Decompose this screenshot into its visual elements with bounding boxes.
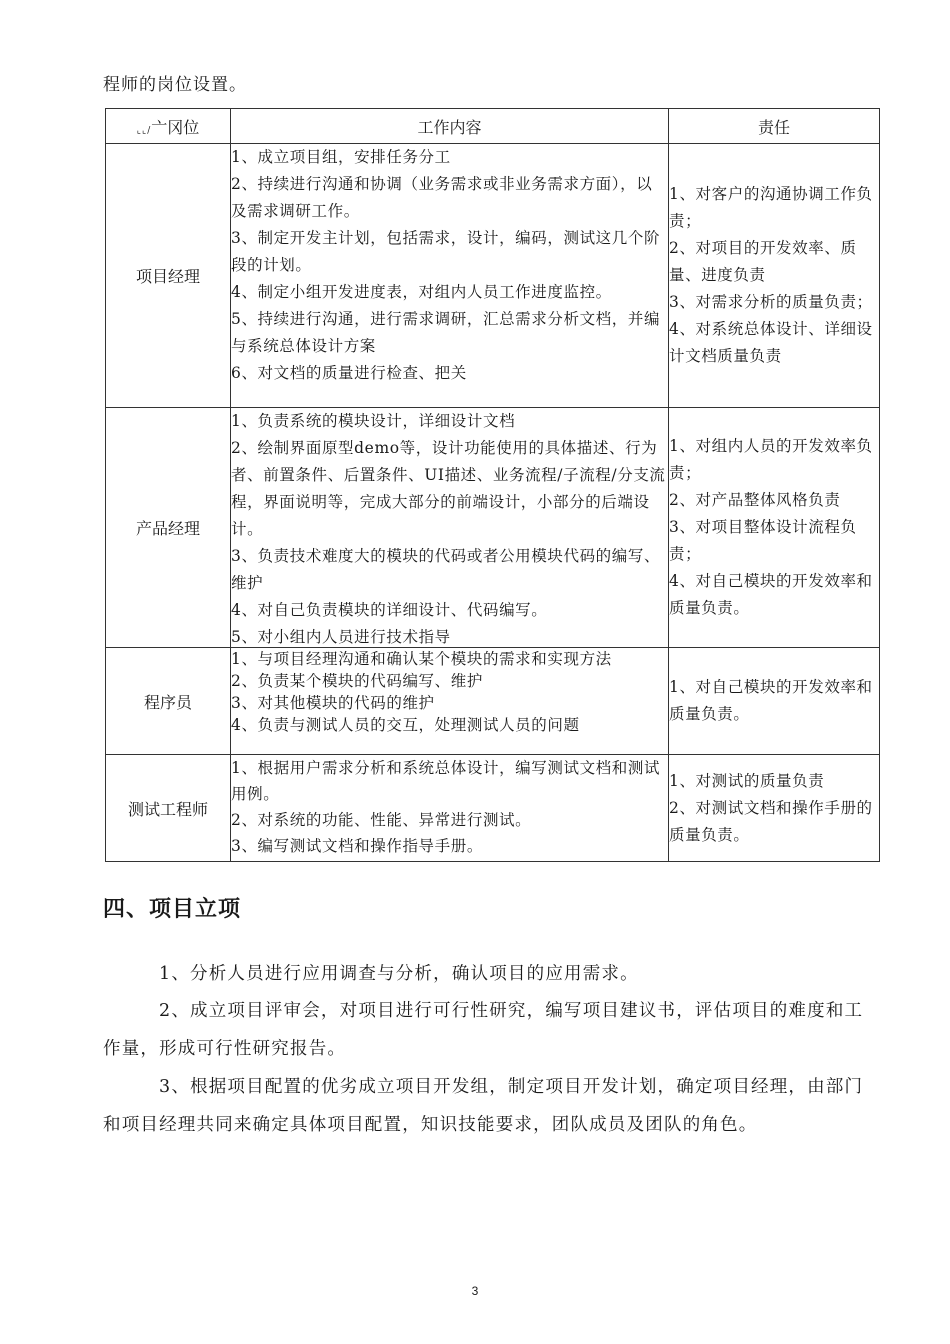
work-content-cell bbox=[231, 144, 669, 408]
work-content-line: 4、负责与测试人员的交互，处理测试人员的问题 bbox=[231, 716, 580, 734]
role-name: 测试工程师 bbox=[106, 755, 231, 862]
section-paragraph: 2、成立项目评审会，对项目进行可行性研究，编写项目建议书，评估项目的难度和工作量，形成可行性研究报告。 bbox=[103, 1001, 864, 1059]
intro-text: 程师的岗位设置。 bbox=[103, 75, 247, 95]
header-corner bbox=[106, 109, 231, 144]
responsibility-line: 2、对项目的开发效率、质量、进度负责 bbox=[669, 239, 857, 284]
table-row bbox=[106, 144, 880, 408]
responsibility-cell bbox=[669, 144, 880, 408]
section-paragraph: 3、根据项目配置的优劣成立项目开发组，制定项目开发计划，确定项目经理，由部门和项目经理共同来确定具体项目配置，知识技能要求，团队成员及团队的角色。 bbox=[103, 1077, 864, 1135]
section-paragraph: 1、分析人员进行应用调查与分析，确认项目的应用需求。 bbox=[159, 964, 639, 984]
work-content-line: 2、持续进行沟通和协调（业务需求或非业务需求方面），以及需求调研工作。 bbox=[231, 175, 653, 220]
work-content-line: 5、持续进行沟通，进行需求调研，汇总需求分析文档，并编与系统总体设计方案 bbox=[231, 310, 661, 355]
work-content-line: 1、根据用户需求分析和系统总体设计，编写测试文档和测试用例。 bbox=[231, 759, 661, 803]
role-name: 产品经理 bbox=[106, 408, 231, 648]
role-name: 项目经理 bbox=[106, 144, 231, 408]
work-content-line: 2、绘制界面原型demo等，设计功能使用的具体描述、行为者、前置条件、后置条件、UI描述、业务流程/子流程/分支流程，界面说明等，完成大部分的前端设计，小部分的后端设计。 bbox=[231, 439, 666, 538]
work-content-line: 5、对小组内人员进行技术指导 bbox=[231, 628, 451, 646]
table-row bbox=[106, 408, 880, 648]
section-heading: 四、项目立项 bbox=[103, 897, 242, 922]
table-header-row bbox=[106, 109, 880, 144]
responsibility-line: 2、对产品整体风格负责 bbox=[669, 491, 841, 509]
header-responsibility: 责任 bbox=[669, 109, 880, 144]
header-corner-label: 亠冈位 bbox=[151, 117, 200, 137]
work-content-line: 4、制定小组开发进度表，对组内人员工作进度监控。 bbox=[231, 283, 612, 301]
page-number: 3 bbox=[471, 1284, 479, 1298]
responsibility-cell bbox=[669, 755, 880, 862]
responsibility-line: 3、对需求分析的质量负责； bbox=[669, 293, 873, 311]
work-content-line: 6、对文档的质量进行检查、把关 bbox=[231, 364, 467, 382]
work-content-cell bbox=[231, 755, 669, 862]
responsibility-cell bbox=[669, 408, 880, 648]
work-content-cell bbox=[231, 408, 669, 648]
responsibility-line: 1、对测试的质量负责 bbox=[669, 771, 825, 790]
responsibility-line: 1、对组内人员的开发效率负责； bbox=[669, 437, 873, 482]
work-content-cell bbox=[231, 648, 669, 755]
responsibility-line: 1、对自己模块的开发效率和质量负责。 bbox=[669, 678, 873, 723]
work-content-line: 1、成立项目组，安排任务分工 bbox=[231, 148, 451, 166]
roles-table bbox=[105, 108, 880, 862]
responsibility-line: 2、对测试文档和操作手册的质量负责。 bbox=[669, 798, 873, 844]
table-row bbox=[106, 648, 880, 755]
work-content-line: 4、对自己负责模块的详细设计、代码编写。 bbox=[231, 601, 548, 619]
work-content-line: 3、对其他模块的代码的维护 bbox=[231, 694, 435, 712]
work-content-line: 3、负责技术难度大的模块的代码或者公用模块代码的编写、维护 bbox=[231, 547, 661, 592]
responsibility-line: 1、对客户的沟通协调工作负责； bbox=[669, 185, 873, 230]
work-content-line: 1、与项目经理沟通和确认某个模块的需求和实现方法 bbox=[231, 650, 612, 668]
responsibility-line: 4、对系统总体设计、详细设计文档质量负责 bbox=[669, 320, 873, 365]
work-content-line: 3、制定开发主计划，包括需求，设计，编码，测试这几个阶段的计划。 bbox=[231, 229, 661, 274]
table-row bbox=[106, 755, 880, 862]
header-content: 工作内容 bbox=[231, 109, 669, 144]
work-content-line: 2、对系统的功能、性能、异常进行测试。 bbox=[231, 811, 532, 829]
work-content-line: 1、负责系统的模块设计，详细设计文档 bbox=[231, 412, 516, 430]
work-content-line: 3、编写测试文档和操作指导手册。 bbox=[231, 837, 483, 855]
header-corner-prefix: ⌞⌞/ bbox=[136, 125, 152, 136]
role-name: 程序员 bbox=[106, 648, 231, 755]
responsibility-line: 3、对项目整体设计流程负责； bbox=[669, 518, 857, 563]
work-content-line: 2、负责某个模块的代码编写、维护 bbox=[231, 672, 483, 690]
responsibility-cell bbox=[669, 648, 880, 755]
responsibility-line: 4、对自己模块的开发效率和质量负责。 bbox=[669, 572, 873, 617]
